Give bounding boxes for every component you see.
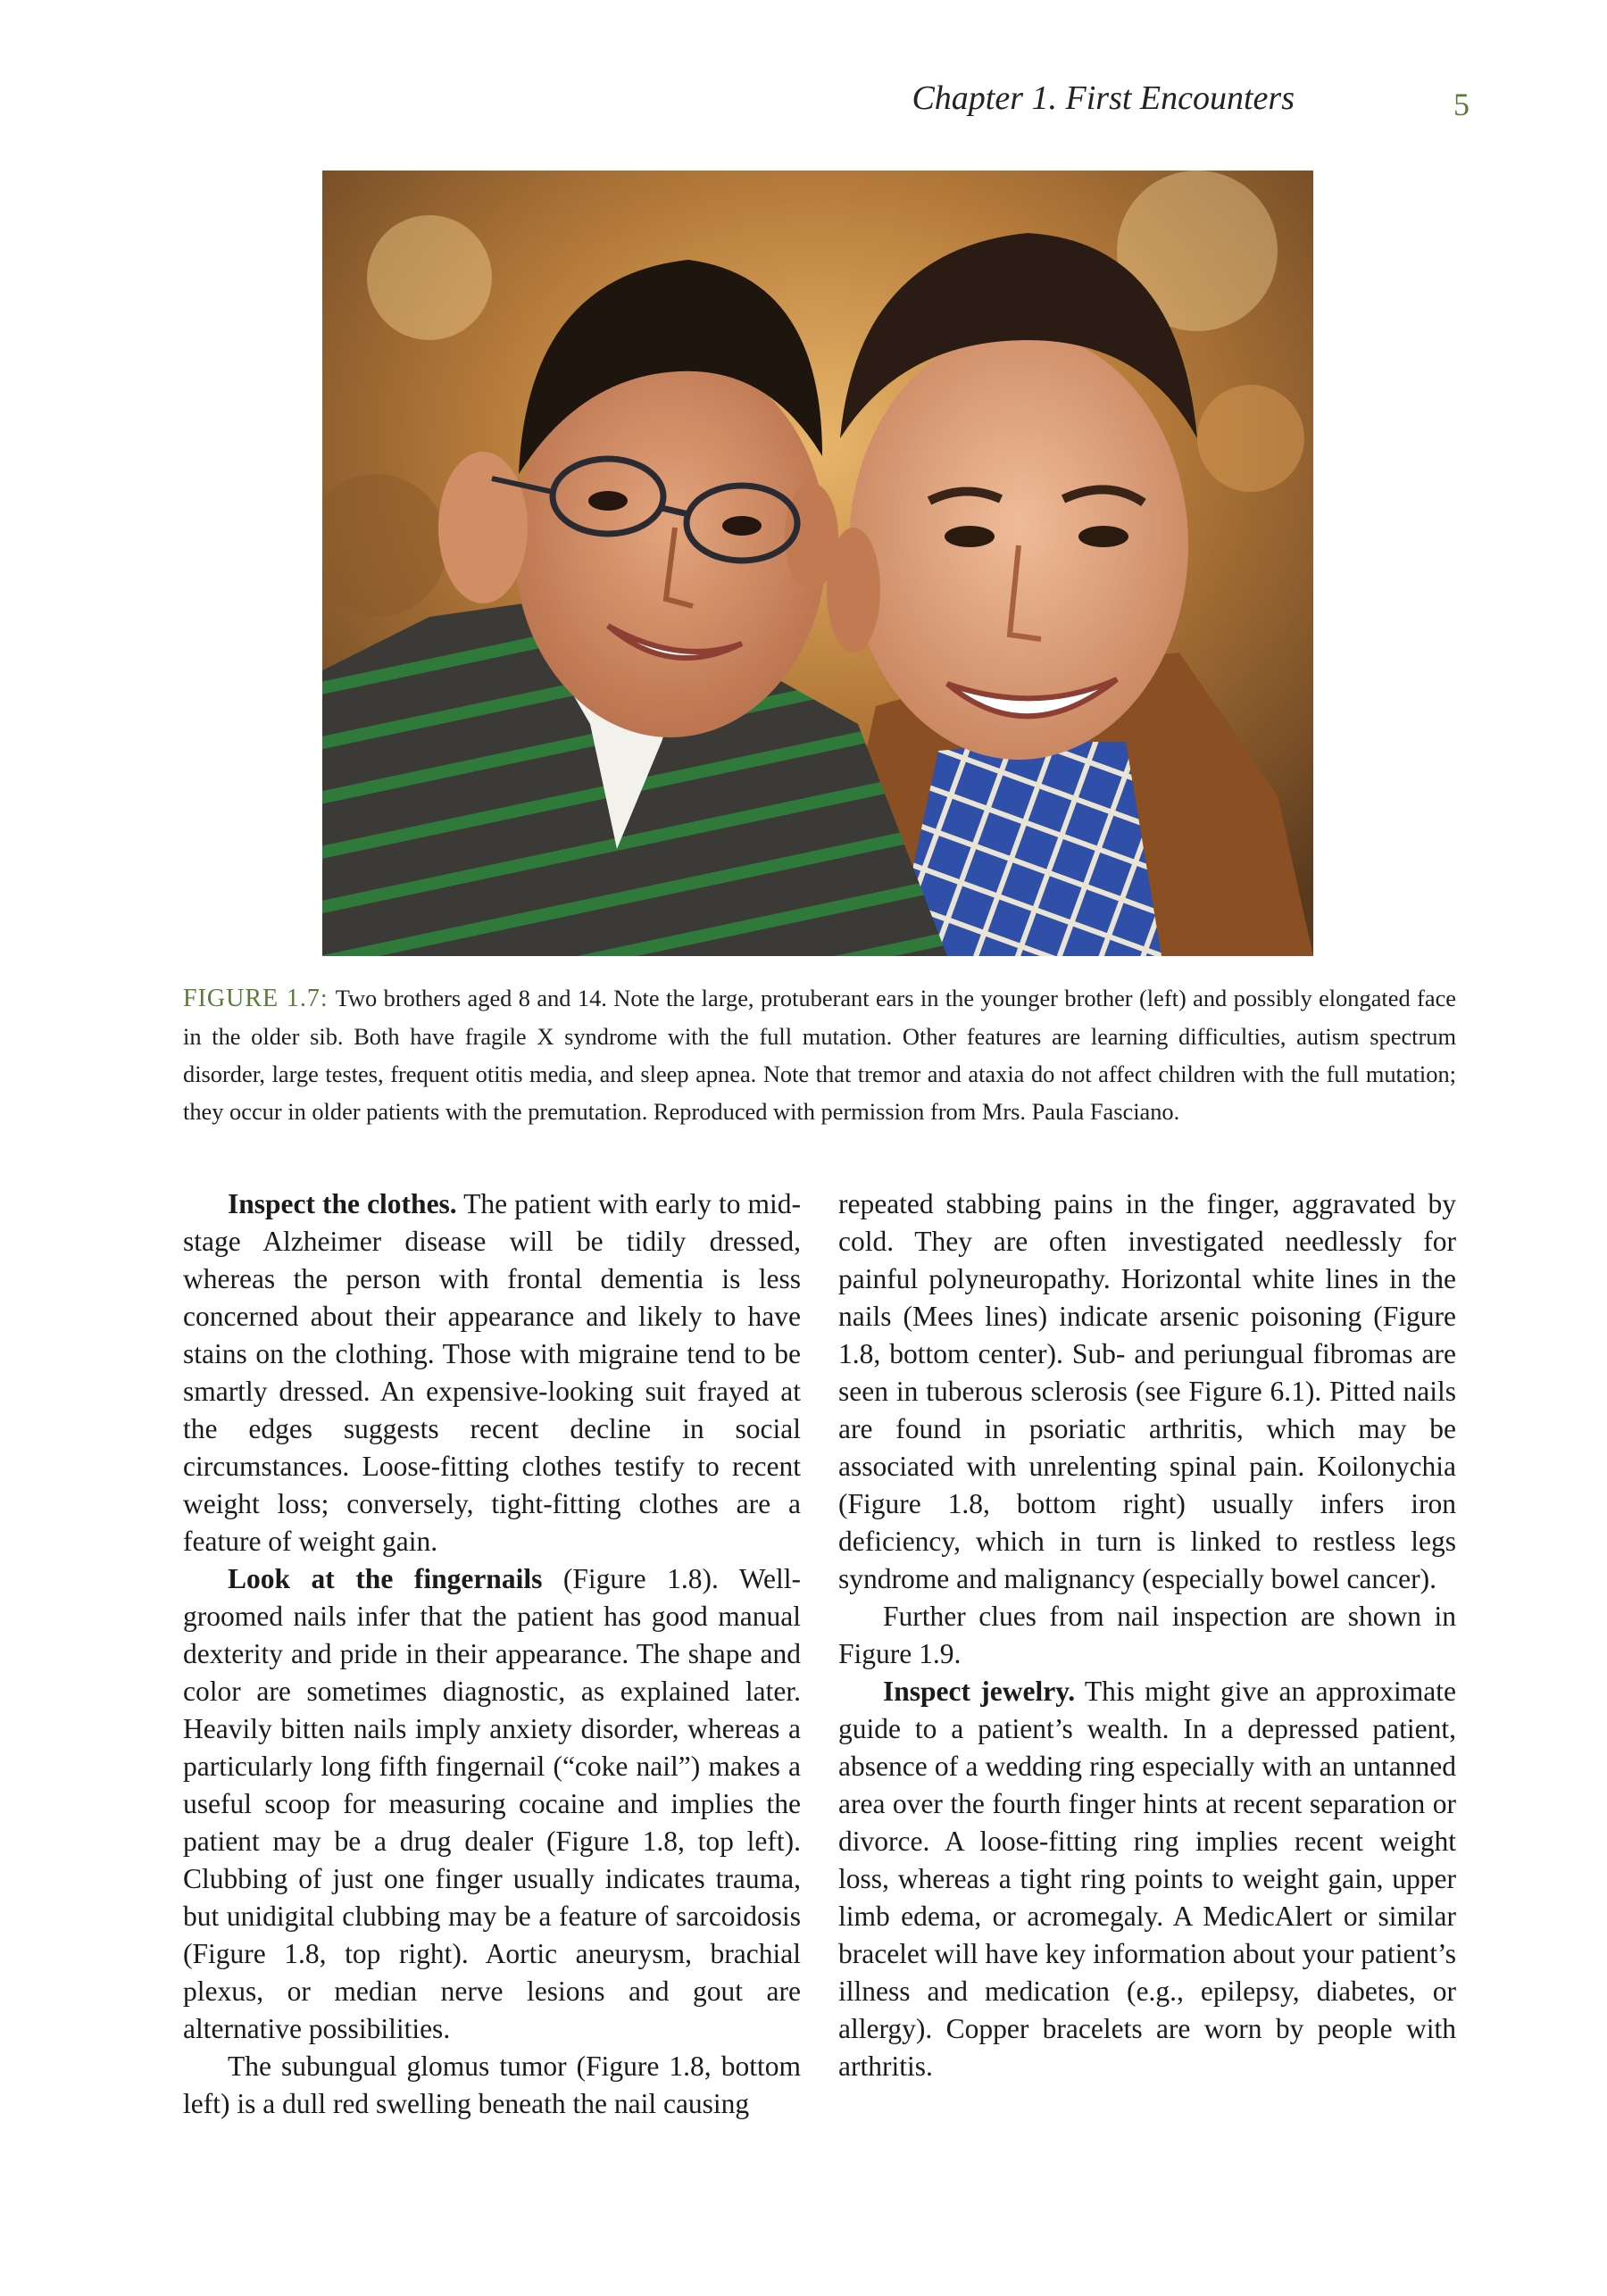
figure-caption	[183, 979, 1456, 1130]
paragraph-text: The patient with early to mid-stage Alzheimer disease will be tidily dressed, whereas the person with frontal dementia is less concerned about their appearance and likely to have stains on the clothing. Those with migraine tend to be smartly dressed. An expensive-looking suit frayed at the edges suggests recent decline in social circumstances. Loose-fitting clothes testify to recent weight loss; conversely, tight-fitting clothes are a feature of weight gain.	[183, 1188, 801, 1557]
paragraph-glomus	[183, 2048, 801, 2123]
figure-caption-text: Two brothers aged 8 and 14. Note the large, protuberant ears in the younger brother (left) and possibly elongated face in the older sib. Both have fragile X syndrome with the full mutation. Other features are learning difficulties, autism spectrum disorder, large testes, frequent otitis media, and sleep apnea. Note that tremor and ataxia do not affect children with the full mutation; they occur in older patients with the premutation. Reproduced with permission from Mrs. Paula Fasciano.	[183, 985, 1456, 1125]
paragraph-fingernails	[183, 1560, 801, 2048]
running-title: Chapter 1. First Encounters	[912, 79, 1295, 117]
paragraph-text: (Figure 1.8). Well-groomed nails infer that the patient has good manual dexterity and pride in their appearance. The shape and color are sometimes diagnostic, as explained later. Heavily bitten nails imply anxiety disorder, whereas a particularly long fifth fingernail (“coke nail”) makes a useful scoop for measuring cocaine and implies the patient may be a drug dealer (Figure 1.8, top left). Clubbing of just one finger usually indicates trauma, but unidigital clubbing may be a feature of sarcoidosis (Figure 1.8, top right). Aortic aneurysm, brachial plexus, or median nerve lesions and gout are alternative possibilities.	[183, 1563, 801, 2044]
brothers-photo-illustration	[322, 171, 1313, 956]
paragraph-further-clues	[838, 1598, 1456, 1673]
page-number: 5	[1453, 87, 1470, 122]
paragraph-text: The subungual glomus tumor (Figure 1.8, bottom left) is a dull red swelling beneath the nail causing	[183, 2051, 801, 2119]
paragraph-jewelry	[838, 1673, 1456, 2085]
paragraph-clothes	[183, 1185, 801, 1560]
paragraph-text: This might give an approximate guide to a patient’s wealth. In a depressed patient, absence of a wedding ring especially with an untanned area over the fourth finger hints at recent separation or divorce. A loose-fitting ring implies recent weight loss, whereas a tight ring points to weight gain, upper limb edema, or acromegaly. A MedicAlert or similar bracelet will have key information about your patient’s illness and medication (e.g., epilepsy, diabetes, or allergy). Copper bracelets are worn by people with arthritis.	[838, 1676, 1457, 2082]
paragraph-glomus-continued	[838, 1185, 1456, 1598]
figure-photo	[322, 171, 1313, 956]
paragraph-text: repeated stabbing pains in the finger, aggravated by cold. They are often investigated needlessly for painful polyneuropathy. Horizontal white lines in the nails (Mees lines) indicate arsenic poisoning (Figure 1.8, bottom center). Sub- and periungual fibromas are seen in tuberous sclerosis (see Figure 6.1). Pitted nails are found in psoriatic arthritis, which may be associated with unrelenting spinal pain. Koilonychia (Figure 1.8, bottom right) usually infers iron deficiency, which in turn is linked to restless legs syndrome and malignancy (especially bowel cancer).	[838, 1188, 1456, 1594]
figure-label: FIGURE 1.7:	[183, 985, 329, 1012]
paragraph-lead: Inspect the clothes.	[228, 1188, 457, 1219]
left-column	[183, 1185, 801, 2123]
paragraph-lead: Inspect jewelry.	[883, 1676, 1076, 1707]
paragraph-lead: Look at the fingernails	[228, 1563, 543, 1594]
paragraph-text: Further clues from nail inspection are shown in Figure 1.9.	[838, 1601, 1456, 1669]
right-column	[838, 1185, 1456, 2085]
